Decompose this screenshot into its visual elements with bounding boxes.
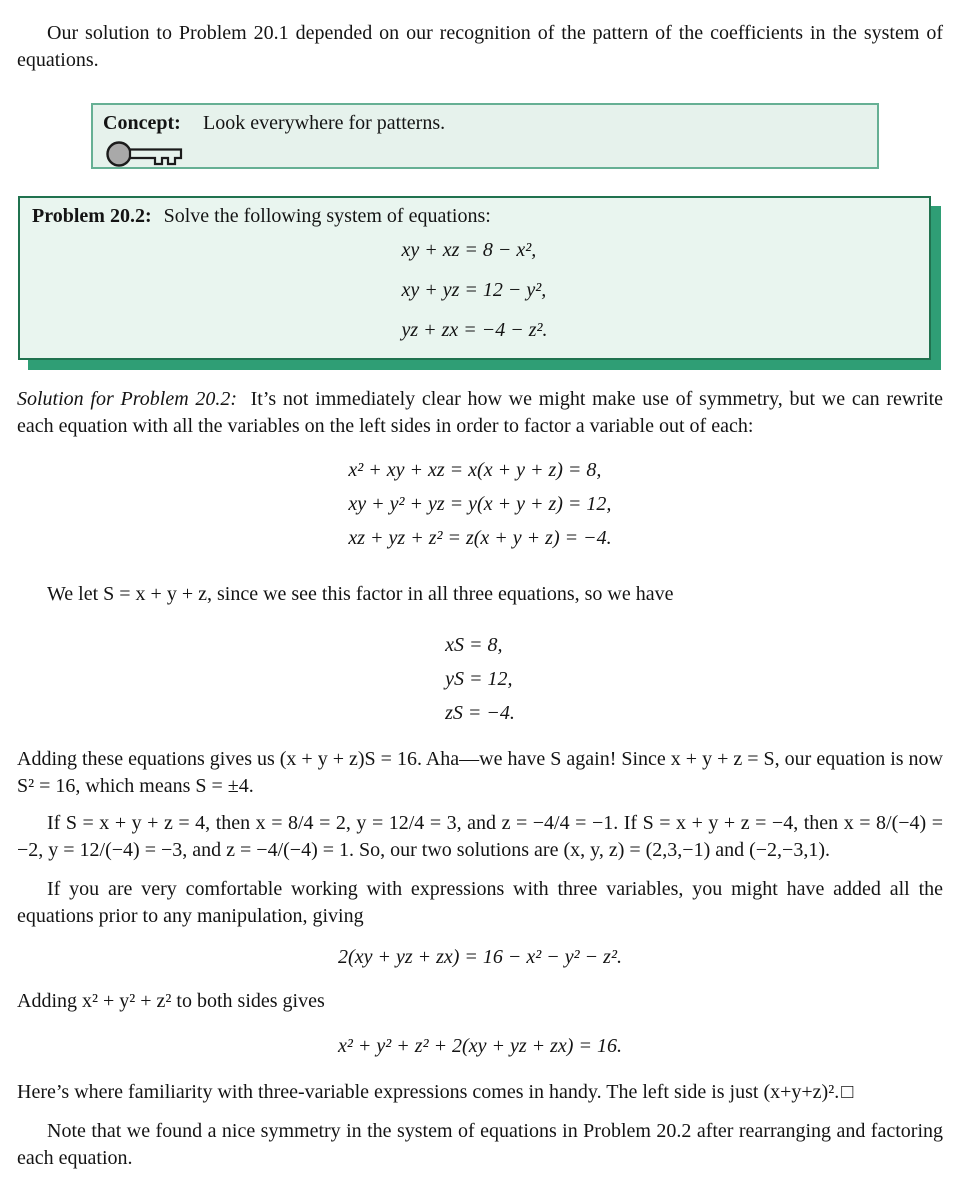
problem-prompt: Solve the following system of equations: [163,205,491,227]
problem-equations [32,230,917,350]
handy-paragraph [17,1079,943,1106]
key-icon [105,138,867,168]
adding-equations-paragraph: Adding these equations gives us (x + y + z)S = 16. Aha—we have S again! Since x + y + z = S, our equation is now S² = 16, which means S = ±4. [17,748,943,797]
concept-label: Concept: [103,112,181,134]
concept-text: Look everywhere for patterns. [203,112,446,134]
concept-line [103,110,867,137]
equation-line: xy + xz = 8 − x², [401,239,537,261]
equation-line: x² + xy + xz = x(x + y + z) = 8, [348,459,602,481]
solution-intro-text: It’s not immediately clear how we might make use of symmetry, but we can rewrite each equation with all the variables on the left sides in order to factor a variable out of each: [17,388,944,437]
cases-paragraph: If S = x + y + z = 4, then x = 8/4 = 2, y = 12/4 = 3, and z = −4/4 = −1. If S = x + y + z = −4, then x = 8/(−4) = −2, y = 12/(−4) = −3, and z = −4/(−4) = 1. So, our two solutions are (x, y, z) = (2,3,−1) and (−2,−3,1). [17,812,943,861]
solution-lead: Solution for Problem 20.2: [17,388,238,410]
sum-equation: 2(xy + yz + zx) = 16 − x² − y² − z². [338,946,622,968]
factored-equations [17,453,943,555]
s-equations [17,628,943,730]
equation-line: yS = 12, [445,668,513,690]
intro-paragraph: Our solution to Problem 20.1 depended on our recognition of the pattern of the coefficients in the system of equations. [17,22,943,71]
adding-squares-paragraph: Adding x² + y² + z² to both sides gives [17,990,325,1012]
equation-group [445,628,515,730]
let-s-paragraph: We let S = x + y + z, since we see this factor in all three equations, so we have [47,583,674,605]
comfortable-paragraph: If you are very comfortable working with expressions with three variables, you might have added all the equations prior to any manipulation, giving [17,878,943,927]
equation-group [401,230,547,350]
equation-line: xy + y² + yz = y(x + y + z) = 12, [348,493,612,515]
equation-line: xy + yz = 12 − y², [401,279,547,301]
qed-symbol: □ [841,1081,854,1103]
equation-line: xz + yz + z² = z(x + y + z) = −4. [348,527,612,549]
equation-group [348,453,611,555]
problem-label: Problem 20.2: [32,205,152,227]
equation-line: xS = 8, [445,634,503,656]
concept-box [91,103,879,169]
solution-intro-paragraph [17,386,943,440]
final-equation: x² + y² + z² + 2(xy + yz + zx) = 16. [338,1035,622,1057]
problem-title [32,203,917,230]
handy-text: Here’s where familiarity with three-variable expressions comes in handy. The left side is just (x+y+z)². [17,1081,840,1103]
equation-line: yz + zx = −4 − z². [401,319,548,341]
equation-line: zS = −4. [445,702,515,724]
note-paragraph: Note that we found a nice symmetry in the system of equations in Problem 20.2 after rearranging and factoring each equation. [17,1120,943,1169]
problem-box [18,196,931,360]
